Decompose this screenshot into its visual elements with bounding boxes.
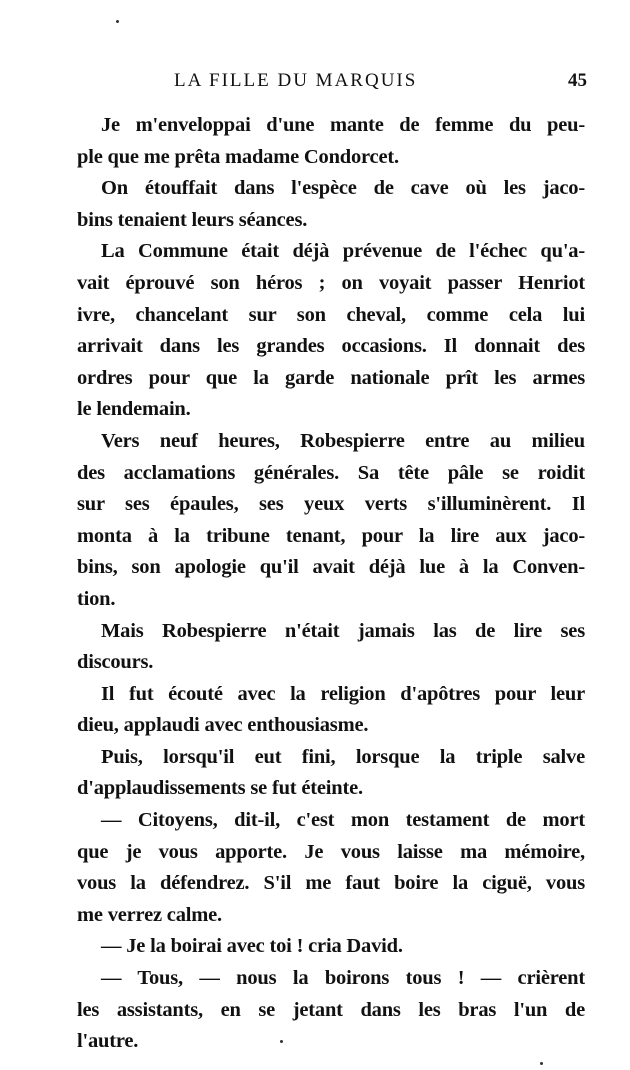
scan-speck [540, 1062, 543, 1065]
text-line: ivre, chancelant sur son cheval, comme cela lui [77, 303, 585, 326]
text-line: l'autre. [77, 1030, 139, 1053]
running-header [150, 70, 587, 100]
text-line: discours. [77, 651, 154, 674]
text-line: sur ses épaules, ses yeux verts s'illuminèrent. Il [77, 493, 585, 516]
text-line: vous la défendrez. S'il me faut boire la ciguë, vous [77, 872, 585, 895]
running-title: LA FILLE DU MARQUIS [174, 70, 418, 91]
page-body-text [77, 110, 585, 1058]
text-line: Il fut écouté avec la religion d'apôtres pour leur [101, 682, 585, 705]
text-line: La Commune était déjà prévenue de l'échec qu'a- [101, 240, 585, 263]
text-line: — Je la boirai avec toi ! cria David. [101, 935, 403, 958]
text-line: le lendemain. [77, 398, 191, 421]
text-line: — Tous, — nous la boirons tous ! — crièrent [101, 967, 585, 990]
text-line: — Citoyens, dit-il, c'est mon testament de mort [101, 809, 585, 832]
text-line: On étouffait dans l'espèce de cave où les jaco- [101, 177, 585, 200]
text-line: bins, son apologie qu'il avait déjà lue à la Conven- [77, 556, 585, 579]
text-line: bins tenaient leurs séances. [77, 208, 308, 231]
text-line: Je m'enveloppai d'une mante de femme du peu- [101, 114, 585, 136]
text-line: les assistants, en se jetant dans les bras l'un de [77, 998, 585, 1021]
text-line: tion. [77, 587, 116, 610]
scan-speck [280, 1040, 283, 1043]
scan-speck [116, 20, 119, 23]
page-number: 45 [568, 70, 587, 91]
text-line: arrivait dans les grandes occasions. Il donnait des [77, 335, 585, 358]
text-line: me verrez calme. [77, 903, 222, 926]
text-line: que je vous apporte. Je vous laisse ma mémoire, [77, 840, 585, 863]
text-line: ordres pour que la garde nationale prît les armes [77, 366, 585, 389]
text-line: des acclamations générales. Sa tête pâle se roidit [77, 461, 585, 484]
text-line: dieu, applaudi avec enthousiasme. [77, 714, 369, 737]
text-line: Puis, lorsqu'il eut fini, lorsque la triple salve [101, 745, 585, 768]
text-line: d'applaudissements se fut éteinte. [77, 777, 363, 800]
text-line: vait éprouvé son héros ; on voyait passer Henriot [77, 271, 585, 294]
text-line: Mais Robespierre n'était jamais las de lire ses [101, 619, 585, 642]
text-line: monta à la tribune tenant, pour la lire aux jaco- [77, 524, 585, 547]
text-line: Vers neuf heures, Robespierre entre au milieu [101, 429, 585, 452]
text-line: ple que me prêta madame Condorcet. [77, 145, 399, 168]
